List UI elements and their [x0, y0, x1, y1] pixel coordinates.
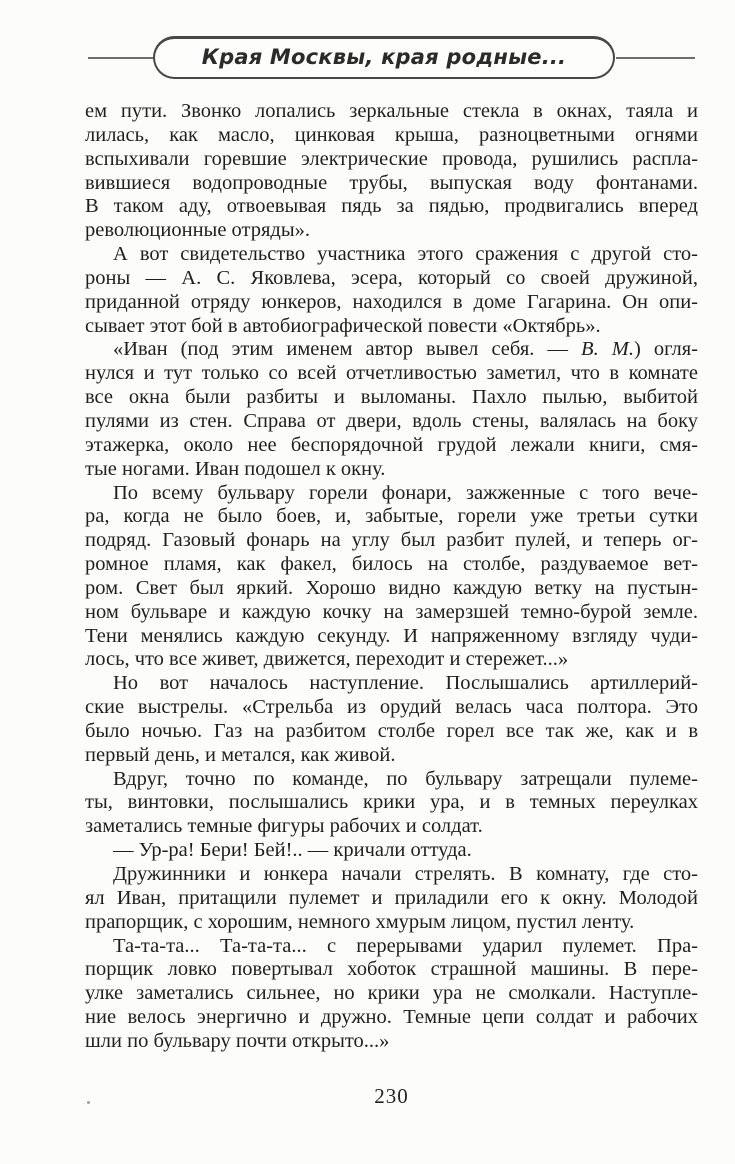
text-line: Тени менялись каждую секунду. И напряженному взгляду чуди- [85, 624, 698, 647]
text-line: Вдруг, точно по команде, по бульвару затрещали пулеме- [113, 767, 698, 790]
paragraph [85, 482, 698, 673]
text-line: этажерка, около нее беспорядочной грудой лежали книги, смя- [85, 433, 698, 456]
text-line: лилась, как масло, цинковая крыша, разноцветными огнями [85, 123, 698, 146]
page-number: 230 [374, 1084, 409, 1108]
text-line: — Ур-ра! Бери! Бей!.. — кричали оттуда. [113, 839, 472, 862]
text-line: было ночью. Газ на разбитом столбе горел все так же, как и в [85, 719, 698, 742]
paragraph [85, 338, 698, 481]
text-line: А вот свидетельство участника этого сражения с другой сто- [113, 243, 698, 266]
text-line: революционные отряды». [85, 219, 310, 242]
text-line: По всему бульвару горели фонари, зажженные с того вече- [113, 481, 698, 504]
body-text [85, 100, 698, 1054]
text-line: подряд. Газовый фонарь на углу был разбит пулей, и теперь ог- [85, 529, 698, 552]
text-line: все окна были разбиты и выломаны. Пахло пылью, выбитой [85, 386, 698, 409]
text-line: ра, когда не было боев, и, забытые, горели уже третьи сутки [85, 505, 698, 528]
text-line: В таком аду, отвоевывая пядь за пядью, продвигались вперед [85, 195, 698, 218]
text-line: Но вот началось наступление. Послышались артиллерий- [113, 672, 698, 695]
text-line: тые ногами. Иван подошел к окну. [85, 457, 386, 480]
text-line: заметались темные фигуры рабочих и солдат. [85, 815, 483, 838]
text-line: вившиеся водопроводные трубы, выпуская воду фонтанами. [85, 171, 698, 194]
text-line: первый день, и метался, как живой. [85, 743, 396, 766]
text-line: ромное пламя, как факел, билось на столбе, раздуваемое вет- [85, 553, 698, 576]
paragraph [85, 768, 698, 840]
text-line: сывает этот бой в автобиографической повести «Октябрь». [85, 314, 601, 337]
paragraph [85, 100, 698, 243]
paragraph [85, 243, 698, 338]
text-line: ял Иван, притащили пулемет и приладили его к окну. Молодой [85, 886, 698, 909]
text-line: роны — А. С. Яковлева, эсера, который со своей дружиной, [85, 266, 698, 289]
text-line: порщик ловко повертывал хоботок страшной машины. В пере- [85, 958, 698, 981]
text-line: ром. Свет был яркий. Хорошо видно каждую ветку на пустын- [85, 576, 698, 599]
text-line: приданной отряду юнкеров, находился в доме Гагарина. Он опи- [85, 290, 698, 313]
scan-artifact-dot [87, 1101, 90, 1104]
text-line: улке заметались сильнее, но крики ура не смолкали. Наступле- [85, 982, 698, 1005]
text-line: нулся и тут только со всей отчетливостью заметил, что в комнате [85, 362, 698, 385]
paragraph [85, 672, 698, 767]
text-line: ем пути. Звонко лопались зеркальные стекла в окнах, таяла и [85, 100, 698, 122]
paragraph [85, 935, 698, 1054]
header-rule-left [88, 57, 154, 59]
text-line: лось, что все живет, движется, переходит и стережет...» [85, 648, 569, 671]
chapter-title-badge [153, 36, 615, 79]
text-line: ские выстрелы. «Стрельба из орудий велась часа полтора. Это [85, 696, 698, 719]
text-line: шли по бульвару почти открыто...» [85, 1029, 390, 1052]
text-line: пулями из стен. Справа от двери, вдоль стены, валялась на боку [85, 409, 698, 432]
text-line: ты, винтовки, послышались крики ура, и в темных переулках [85, 791, 698, 814]
text-line: ние велось энергично и дружно. Темные цепи солдат и рабочих [85, 1006, 698, 1029]
paragraph [85, 839, 698, 863]
text-line: ном бульваре и каждую кочку на замерзшей темно-бурой земле. [85, 600, 698, 623]
paragraph [85, 863, 698, 935]
text-line: Дружинники и юнкера начали стрелять. В комнату, где сто- [113, 863, 698, 885]
text-line: Та-та-та... Та-та-та... с перерывами ударил пулемет. Пра- [113, 934, 698, 957]
chapter-title: Края Москвы, края родные... [201, 45, 567, 69]
text-line: «Иван (под этим именем автор вывел себя. — В. М.) огля- [113, 338, 698, 361]
header-rule-right [616, 57, 695, 59]
text-line: вспыхивали горевшие электрические провода, рушились распла- [85, 147, 698, 170]
text-line: прапорщик, с хорошим, немного хмурым лицом, пустил ленту. [85, 910, 635, 933]
